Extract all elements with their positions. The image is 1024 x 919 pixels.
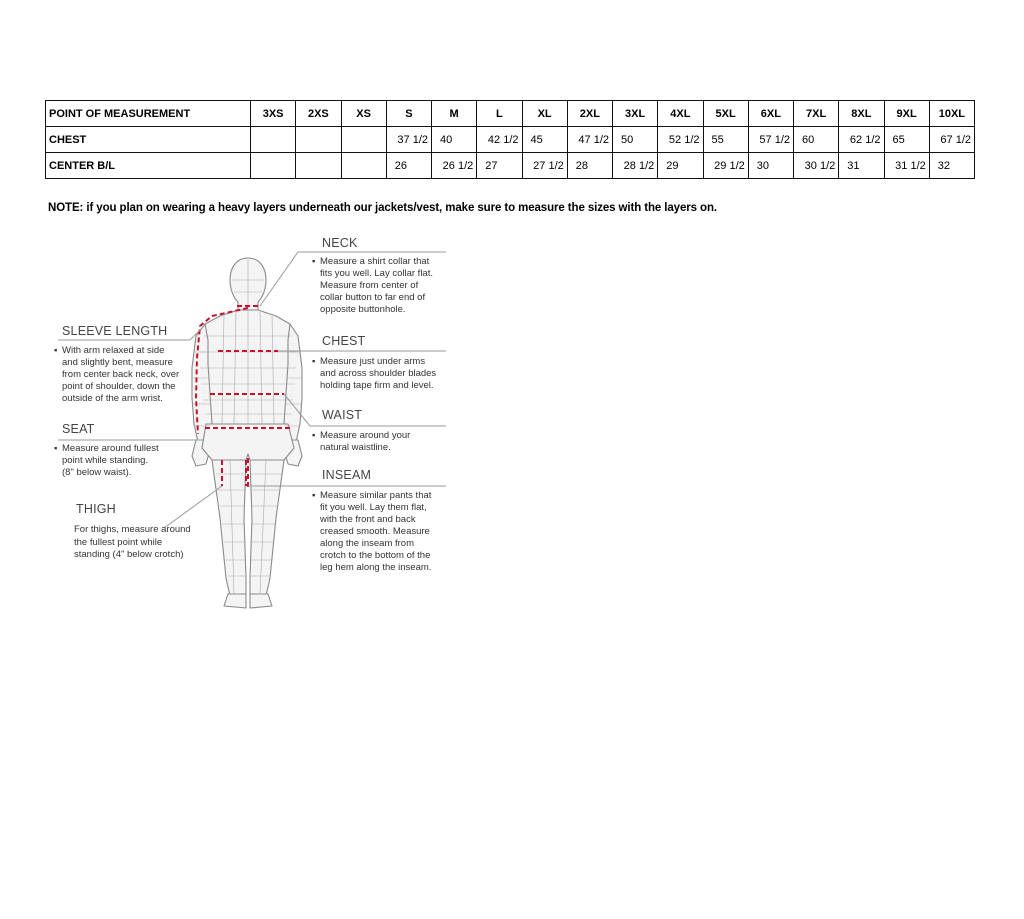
thigh-instructions: For thighs, measure around the fullest point while standing (4" below crotch): [74, 524, 191, 560]
table-cell: 28: [567, 153, 612, 179]
header-cell: 10XL: [929, 101, 974, 127]
table-cell: 30: [748, 153, 793, 179]
header-cell: M: [432, 101, 477, 127]
table-cell: 42 1/2: [477, 127, 522, 153]
table-cell: 31: [839, 153, 884, 179]
table-cell: 62 1/2: [839, 127, 884, 153]
table-cell: 30 1/2: [794, 153, 839, 179]
header-cell: 3XS: [251, 101, 296, 127]
inseam-title: INSEAM: [322, 468, 372, 482]
table-cell: 52 1/2: [658, 127, 703, 153]
table-cell: [341, 153, 386, 179]
inseam-instructions: ▪ Measure similar pants that fit you well. Lay them flat, with the front and back creased smooth. Measure along the inseam from crotch to the bottom of the leg hem along the inseam.: [312, 490, 432, 573]
header-cell: 4XL: [658, 101, 703, 127]
sleeve-length-title: SLEEVE LENGTH: [62, 324, 168, 338]
header-cell: 7XL: [794, 101, 839, 127]
header-cell: XL: [522, 101, 567, 127]
waist-instructions: ▪ Measure around your natural waistline.: [312, 430, 411, 453]
table-cell: 27: [477, 153, 522, 179]
table-cell: 55: [703, 127, 748, 153]
figure-outline: [192, 258, 302, 608]
table-cell: 60: [794, 127, 839, 153]
row-label: CHEST: [46, 127, 251, 153]
table-cell: [296, 153, 341, 179]
header-cell: S: [386, 101, 431, 127]
sleeve-length-instructions: ▪ With arm relaxed at side and slightly bent, measure from center back neck, over point of shoulder, down the outside of the arm wrist.: [54, 345, 180, 404]
table-cell: 28 1/2: [613, 153, 658, 179]
header-cell: 5XL: [703, 101, 748, 127]
header-cell: XS: [341, 101, 386, 127]
neck-instructions: ▪ Measure a shirt collar that fits you well. Lay collar flat. Measure from center of collar button to far end of opposite buttonhole.: [312, 256, 433, 315]
table-cell: 45: [522, 127, 567, 153]
table-cell: 26: [386, 153, 431, 179]
measurement-diagram: [40, 228, 460, 614]
seat-instructions: ▪ Measure around fullest point while standing. (8" below waist).: [54, 443, 159, 478]
table-header-row: [46, 101, 975, 127]
waist-title: WAIST: [322, 408, 363, 422]
header-cell: 9XL: [884, 101, 929, 127]
table-cell: 32: [929, 153, 974, 179]
thigh-title: THIGH: [76, 502, 116, 516]
table-cell: 50: [613, 127, 658, 153]
table-cell: 27 1/2: [522, 153, 567, 179]
header-cell: POINT OF MEASUREMENT: [46, 101, 251, 127]
table-cell: 65: [884, 127, 929, 153]
size-chart-table: [45, 100, 975, 179]
header-cell: 3XL: [613, 101, 658, 127]
row-label: CENTER B/L: [46, 153, 251, 179]
neck-title: NECK: [322, 236, 358, 250]
table-cell: 31 1/2: [884, 153, 929, 179]
header-cell: 2XL: [567, 101, 612, 127]
chest-instructions: ▪ Measure just under arms and across shoulder blades holding tape firm and level.: [312, 356, 437, 391]
header-cell: 8XL: [839, 101, 884, 127]
table-cell: [251, 127, 296, 153]
table-cell: 37 1/2: [386, 127, 431, 153]
table-row-chest: [46, 127, 975, 153]
table-row-center-bl: [46, 153, 975, 179]
table-cell: 57 1/2: [748, 127, 793, 153]
table-cell: 40: [432, 127, 477, 153]
header-cell: 6XL: [748, 101, 793, 127]
seat-title: SEAT: [62, 422, 95, 436]
chest-title: CHEST: [322, 334, 366, 348]
table-cell: 29: [658, 153, 703, 179]
header-cell: L: [477, 101, 522, 127]
table-cell: 47 1/2: [567, 127, 612, 153]
table-cell: [341, 127, 386, 153]
table-cell: 29 1/2: [703, 153, 748, 179]
table-cell: 26 1/2: [432, 153, 477, 179]
table-cell: [296, 127, 341, 153]
table-cell: [251, 153, 296, 179]
table-cell: 67 1/2: [929, 127, 974, 153]
header-cell: 2XS: [296, 101, 341, 127]
layers-note: NOTE: if you plan on wearing a heavy layers underneath our jackets/vest, make sure to measure the sizes with the layers on.: [48, 202, 717, 214]
